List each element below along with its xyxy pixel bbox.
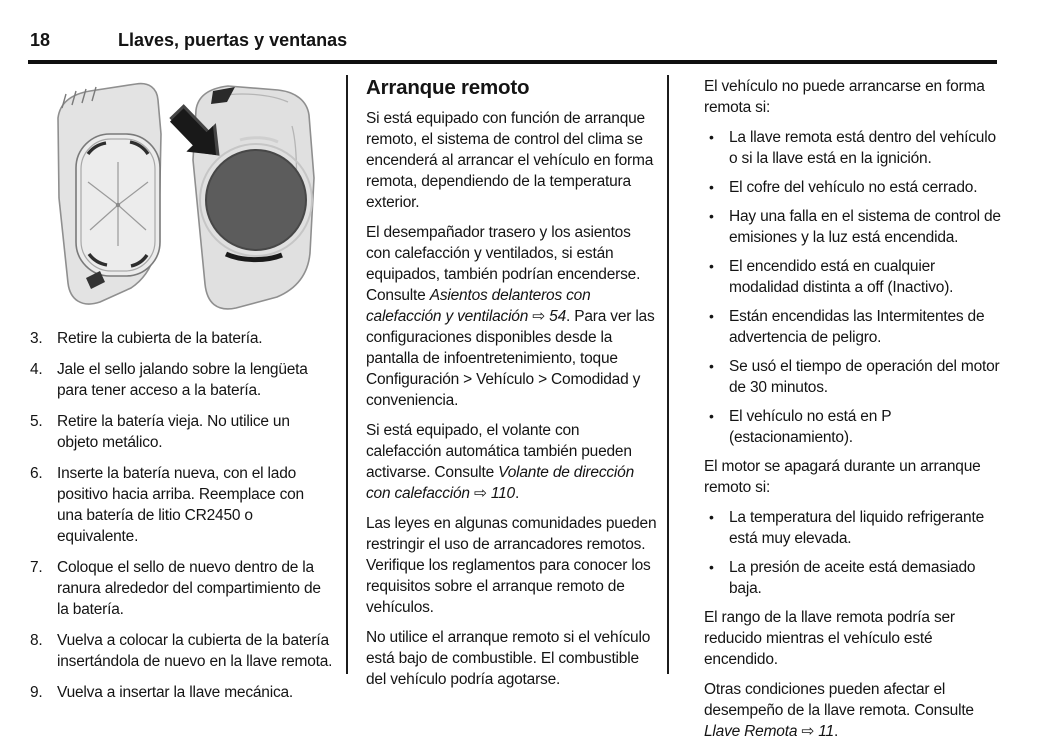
bullet-icon: • <box>709 559 714 575</box>
list-item <box>30 463 333 547</box>
fob-back-cover <box>58 84 161 304</box>
bullet-icon: • <box>709 179 714 195</box>
paragraph: El vehículo no puede arrancarse en forma remota si: <box>704 78 985 116</box>
step-text: Vuelva a colocar la cubierta de la batería insertándola de nuevo en la llave remota. <box>57 632 333 670</box>
list-item <box>30 359 333 401</box>
column-left <box>30 78 333 713</box>
bullet-icon: • <box>709 258 714 274</box>
list-item <box>704 206 1003 248</box>
key-fob-battery-figure <box>30 78 330 314</box>
list-item <box>704 406 1003 448</box>
page-number: 18 <box>30 30 51 50</box>
bullet-text: Se usó el tiempo de operación del motor de 30 minutos. <box>729 358 1000 396</box>
list-item <box>30 557 333 620</box>
step-text: Coloque el sello de nuevo dentro de la ranura alrededor del compartimiento de la batería. <box>57 559 321 618</box>
paragraph: Las leyes en algunas comunidades pueden restringir el uso de arrancadores remotos. Verifique los reglamentos para conocer los requisitos sobre el arranque remoto de vehículos. <box>366 515 657 616</box>
column-divider <box>346 75 348 674</box>
paragraph: El motor se apagará durante un arranque remoto si: <box>704 458 981 496</box>
bullet-icon: • <box>709 509 714 525</box>
bullet-icon: • <box>709 408 714 424</box>
paragraph: Otras condiciones pueden afectar el desempeño de la llave remota. Consulte Llave Remota ⇨ 11. <box>704 681 974 740</box>
column-middle <box>366 76 658 699</box>
bullet-text: El cofre del vehículo no está cerrado. <box>729 179 978 196</box>
bullet-text: Hay una falla en el sistema de control de emisiones y la luz está encendida. <box>729 208 1001 246</box>
list-item <box>704 356 1003 398</box>
bullet-icon: • <box>709 208 714 224</box>
bullet-text: La llave remota está dentro del vehículo o si la llave está en la ignición. <box>729 129 996 167</box>
bullet-icon: • <box>709 308 714 324</box>
chapter-title: Llaves, puertas y ventanas <box>118 30 348 50</box>
bullet-icon: • <box>709 358 714 374</box>
list-item <box>704 507 1003 549</box>
bullet-text: La temperatura del liquido refrigerante está muy elevada. <box>729 509 984 547</box>
step-text: Retire la batería vieja. No utilice un objeto metálico. <box>57 413 290 451</box>
step-text: Retire la cubierta de la batería. <box>57 330 263 347</box>
bullet-icon: • <box>709 129 714 145</box>
list-item <box>30 411 333 453</box>
step-number: 8. <box>30 632 43 649</box>
bullet-text: La presión de aceite está demasiado baja. <box>729 559 976 597</box>
bullet-text: Están encendidas las Intermitentes de advertencia de peligro. <box>729 308 985 346</box>
list-item <box>704 177 1003 198</box>
fob-battery-side <box>161 86 314 309</box>
step-number: 5. <box>30 413 43 430</box>
step-number: 7. <box>30 559 43 576</box>
step-number: 9. <box>30 684 43 701</box>
step-number: 6. <box>30 465 43 482</box>
paragraph: El rango de la llave remota podría ser reducido mientras el vehículo esté encendido. <box>704 609 955 668</box>
list-item <box>704 306 1003 348</box>
step-number: 4. <box>30 361 43 378</box>
list-item <box>704 557 1003 599</box>
list-item <box>704 256 1003 298</box>
list-item <box>704 127 1003 169</box>
paragraph: El desempañador trasero y los asientos con calefacción y ventilados, si están equipados, también podrían encenderse. Consulte Asientos delanteros con calefacción y ventilación ⇨ 54. Para ver las configuraciones disponibles desde la pantalla de infoentretenimiento, toque Configuración > Vehículo > Comodidad y conveniencia. <box>366 224 655 409</box>
paragraph: Si está equipado con función de arranque remoto, el sistema de control del clima se encenderá al arrancar el vehículo en forma remota, dependiendo de la temperatura exterior. <box>366 110 654 211</box>
section-heading: Arranque remoto <box>366 76 530 99</box>
paragraph: Si está equipado, el volante con calefacción automática también pueden activarse. Consulte Volante de dirección con calefacción ⇨ 110. <box>366 422 635 502</box>
list-item <box>30 630 333 672</box>
step-text: Vuelva a insertar la llave mecánica. <box>57 684 294 701</box>
list-item <box>30 328 333 349</box>
battery-replacement-steps <box>30 328 333 703</box>
step-text: Inserte la batería nueva, con el lado positivo hacia arriba. Reemplace con una batería de litio CR2450 o equivalente. <box>57 465 304 545</box>
header-rule <box>28 60 997 64</box>
step-number: 3. <box>30 330 43 347</box>
coin-battery <box>206 150 306 250</box>
bullet-text: El vehículo no está en P (estacionamiento). <box>729 408 892 446</box>
paragraph: No utilice el arranque remoto si el vehículo está bajo de combustible. El combustible del vehículo podría agotarse. <box>366 629 651 688</box>
step-text: Jale el sello jalando sobre la lengüeta para tener acceso a la batería. <box>57 361 308 399</box>
column-divider <box>667 75 669 674</box>
column-right <box>704 76 1003 751</box>
bullet-text: El encendido está en cualquier modalidad distinta a off (Inactivo). <box>729 258 954 296</box>
